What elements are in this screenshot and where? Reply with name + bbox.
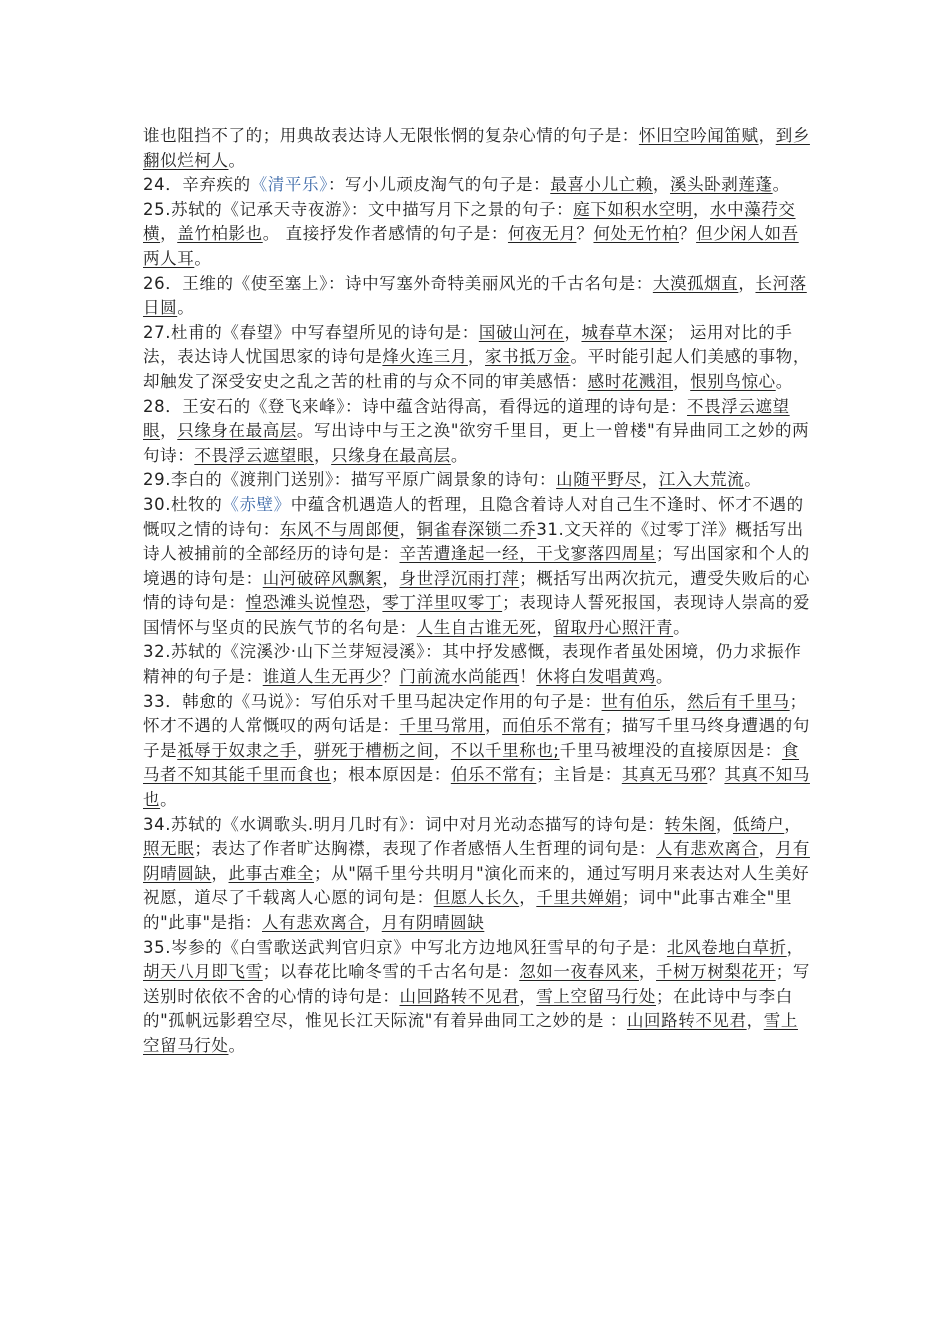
answer-blank: 惶恐滩头说惶恐	[245, 593, 366, 613]
answer-blank: 骈死于槽枥之间	[314, 740, 434, 760]
question-text: ，	[467, 347, 486, 367]
question-text: ，	[738, 273, 756, 293]
question-text: ，	[673, 371, 691, 391]
answer-blank: 溪头卧剥莲蓬	[669, 175, 773, 195]
answer-blank: 最喜小儿亡赖	[550, 175, 653, 195]
question-text: ，	[314, 445, 332, 465]
answer-blank: 人生自古谁无死	[416, 617, 537, 637]
question-text: ；在此诗中与李白的"孤帆远影碧空尽，惟见长江天际流"有着异曲同工之妙的是 ：	[143, 986, 793, 1031]
answer-blank: 伯乐不常有	[450, 765, 537, 785]
text-paragraph	[143, 936, 815, 1059]
poem-title-link[interactable]: 《赤壁》	[222, 494, 291, 514]
question-text: 千里马被埋没的直接原因是：	[559, 740, 782, 760]
answer-blank: 千树万树梨花开	[656, 962, 776, 982]
answer-blank: 忽如一夜春风来	[519, 962, 639, 982]
question-text: 。写出诗中与王之涣"欲穷千里目，更上一曾楼"有异曲同工之妙的两句诗：	[143, 421, 810, 465]
answer-blank: 月有阴晴圆缺	[143, 839, 810, 883]
answer-blank: 江入大荒流	[658, 470, 745, 490]
answer-blank: 何处无竹柏	[593, 224, 679, 244]
question-text: 26．王维的《使至塞上》：诗中写塞外奇特美丽风光的千古名句是：	[143, 273, 653, 293]
question-text: ，	[364, 913, 382, 932]
answer-blank: 不以千里称也;	[450, 740, 560, 760]
answer-blank: 人有悲欢离合	[656, 839, 759, 859]
document-page	[143, 124, 815, 1059]
poem-title-link[interactable]: 《清平乐》	[250, 175, 328, 195]
answer-blank: 但愿人长久	[433, 888, 520, 908]
question-text: ；以春花比喻冬雪的千古名句是：	[262, 962, 520, 982]
question-text: ，	[160, 224, 178, 244]
question-text: 28．王安石的《登飞来峰》：诗中蕴含站得高，看得远的道理的诗句是：	[143, 396, 688, 416]
question-text: ？	[576, 224, 594, 244]
text-paragraph	[143, 468, 815, 493]
question-text: ？	[678, 224, 697, 244]
question-text: 。	[775, 371, 793, 391]
question-text: 。平时能引起人们美感的事物，却触发了深受安史之乱之苦的杜甫的与众不同的审美感悟：	[143, 347, 810, 391]
text-paragraph	[143, 813, 815, 936]
text-paragraph	[143, 321, 815, 395]
answer-blank: 东风不与周郎便	[279, 519, 400, 539]
question-text: 24．辛弃疾的	[143, 175, 251, 195]
answer-blank: 然后有千里马	[687, 691, 790, 711]
question-text: ，	[669, 691, 688, 711]
answer-blank: 恨别鸟惊心	[690, 371, 776, 391]
question-text: 。	[177, 298, 195, 318]
text-paragraph	[143, 640, 815, 689]
answer-blank: 千里共婵娟	[536, 888, 622, 908]
answer-blank: 其真无马邪	[621, 765, 708, 785]
text-paragraph	[143, 690, 815, 813]
answer-blank: 长河落日圆	[143, 273, 807, 318]
answer-blank: 雪上空留马行处	[143, 1011, 798, 1055]
answer-blank: 水中藻荇交横	[143, 199, 796, 244]
question-text: ，	[433, 740, 451, 760]
answer-blank: 盖竹柏影也	[177, 224, 263, 244]
answer-blank: 但少闲人如吾两人耳	[143, 224, 799, 268]
question-text: ；词中"此事古难全"里的"此事"是指：	[143, 888, 793, 932]
question-text: ，	[160, 421, 178, 441]
text-paragraph	[143, 272, 815, 321]
answer-blank: 照无眠	[143, 839, 195, 859]
question-text: ；写出国家和个人的境遇的诗句是：	[143, 544, 810, 588]
question-text: 。	[673, 617, 691, 637]
question-text: ，	[786, 937, 804, 957]
answer-blank: 山随平野尽	[556, 470, 642, 490]
question-text: 29.李白的《渡荆门送别》：描写平原广阔景象的诗句：	[143, 470, 557, 490]
answer-blank: 祗辱于奴隶之手	[177, 740, 297, 760]
answer-blank: 感时花溅泪	[587, 371, 674, 391]
question-text: 。	[744, 470, 762, 490]
question-text: ，	[296, 740, 315, 760]
question-text: ，	[519, 888, 537, 908]
answer-blank: 此事古难全	[228, 863, 315, 883]
answer-blank: 家书抵万金	[485, 347, 571, 367]
question-text: 25.苏轼的《记承天寺夜游》：文中描写月下之景的句子：	[143, 199, 574, 219]
answer-blank: 到乡翻似烂柯人	[143, 126, 810, 170]
answer-blank: 门前流水尚能西	[399, 667, 520, 687]
question-text: 31.文天祥的《过零丁洋》概括写出诗人被捕前的全部经历的诗句是：	[143, 519, 804, 564]
question-text: ，	[746, 1011, 764, 1031]
answer-blank: 人有悲欢离合	[261, 913, 365, 932]
question-text: ：写小儿顽皮淘气的句子是：	[327, 175, 551, 195]
question-text: ，	[638, 962, 657, 982]
text-paragraph	[143, 173, 815, 198]
question-text: 。	[228, 1035, 246, 1055]
text-paragraph	[143, 493, 815, 641]
answer-blank: 雪上空留马行处	[536, 986, 657, 1006]
question-text: ；主旨是：	[536, 765, 622, 785]
question-text: 35.岑参的《白雪歌送武判官归京》中写北方边地风狂雪早的句子是：	[143, 937, 667, 957]
answer-blank: 山回路转不见君	[626, 1011, 747, 1031]
question-text: ；表现诗人誓死报国，表现诗人崇高的爱国情怀与坚贞的民族气节的名句是：	[143, 593, 810, 637]
question-text: 。	[450, 445, 468, 465]
question-text: ？	[382, 667, 400, 687]
answer-blank: 城春草木深	[581, 322, 667, 342]
question-text: 。	[228, 150, 246, 170]
question-text: ，	[365, 593, 383, 613]
question-text: ，	[519, 986, 537, 1006]
question-text: ；根本原因是：	[331, 765, 451, 785]
question-text: ，	[784, 814, 802, 834]
question-text: ，	[382, 568, 400, 588]
question-text: 谁也阻挡不了的；用典故表达诗人无限怅惘的复杂心情的句子是：	[143, 126, 639, 145]
question-text: 27.杜甫的《春望》中写春望所见的诗句是：	[143, 322, 479, 342]
question-text: ，	[641, 470, 659, 490]
question-text: ，	[211, 863, 229, 883]
question-text: ，	[692, 199, 711, 219]
answer-blank: 大漠孤烟直	[652, 273, 739, 293]
answer-blank: 庭下如积水空明	[573, 199, 693, 219]
question-text: 。	[772, 175, 790, 195]
answer-blank: 零丁洋里叹零丁	[382, 593, 503, 613]
answer-blank: 千里马常用	[399, 716, 485, 736]
question-text: 33．韩愈的《马说》：写伯乐对千里马起决定作用的句子是：	[143, 691, 602, 711]
answer-blank: 山河破碎风飘絮	[262, 568, 383, 588]
question-text: 中蕴含机遇造人的哲理，且隐含着诗人对自己生不逢时、怀才不遇的慨叹之情的诗句：	[143, 494, 804, 539]
question-text: ！	[519, 667, 537, 687]
answer-blank: 而伯乐不常有	[502, 716, 605, 736]
answer-blank: 烽火连三月	[382, 347, 468, 367]
answer-blank: 辛苦遭逢起一经，干戈寥落四周星	[399, 544, 656, 564]
answer-blank: 何夜无月	[507, 224, 577, 244]
question-text: 32.苏轼的《浣溪沙·山下兰芽短浸溪》：其中抒发感慨，表现作者虽处困境，仍力求振作精神的句子是：	[143, 642, 802, 687]
question-text: ； 运用对比的手法，表达诗人忧国思家的诗句是	[143, 322, 793, 367]
answer-blank: 其真不知马也	[143, 765, 810, 810]
answer-blank: 不畏浮云遮望眼	[194, 445, 315, 465]
answer-blank: 怀旧空吟闻笛赋	[638, 126, 759, 145]
question-text: 。	[160, 790, 178, 810]
question-text: ；描写千里马终身遭遇的句子是	[143, 716, 810, 760]
question-text: ；怀才不遇的人常慨叹的两句话是：	[143, 691, 807, 736]
question-text: ，	[485, 716, 503, 736]
answer-blank: 留取丹心照汗青	[553, 617, 674, 637]
answer-blank: 月有阴晴圆缺	[381, 913, 485, 932]
question-text: ；从"隔千里兮共明月"演化而来的，通过写明月来表达对人生美好祝愿，道尽了千载离人心愿的词句是：	[143, 863, 810, 908]
question-text: 30.杜牧的	[143, 494, 223, 514]
question-text: ，	[758, 126, 776, 145]
question-text: ，	[564, 322, 582, 342]
question-text: ；写送别时依依不舍的心情的诗句是：	[143, 962, 810, 1006]
answer-blank: 休将白发唱黄鸡	[536, 667, 657, 687]
answer-blank: 铜雀春深锁二乔	[416, 519, 537, 539]
answer-blank: 转朱阁	[664, 814, 716, 834]
answer-blank: 身世浮沉雨打萍	[399, 568, 520, 588]
answer-blank: 不畏浮云遮望眼	[143, 396, 790, 441]
answer-blank: 食马者不知其能千里而食也	[143, 740, 800, 785]
answer-blank: 国破山河在	[478, 322, 565, 342]
question-text: 。	[656, 667, 674, 687]
question-text: 34.苏轼的《水调歌头.明月几时有》：词中对月光动态描写的诗句是：	[143, 814, 665, 834]
question-text: ？	[707, 765, 725, 785]
text-paragraph	[143, 124, 815, 173]
answer-blank: 北风卷地白草折	[666, 937, 787, 957]
question-text: ，	[652, 175, 670, 195]
question-text: 。 直接抒发作者感情的句子是：	[262, 224, 508, 244]
answer-blank: 只缘身在最高层	[331, 445, 451, 465]
question-text: ；概括写出两次抗元，遭受失败后的心情的诗句是：	[143, 568, 810, 613]
answer-blank: 胡天八月即飞雪	[143, 962, 263, 982]
question-text: ，	[758, 839, 776, 859]
answer-blank: 山回路转不见君	[399, 986, 520, 1006]
question-text: ，	[536, 617, 554, 637]
answer-blank: 世有伯乐	[601, 691, 670, 711]
question-text: ；表达了作者旷达胸襟，表现了作者感悟人生哲理的词句是：	[194, 839, 657, 859]
answer-blank: 只缘身在最高层	[177, 421, 297, 441]
answer-blank: 低绮户	[732, 814, 785, 834]
question-text: ，	[715, 814, 733, 834]
answer-blank: 谁道人生无再少	[262, 667, 383, 687]
text-paragraph	[143, 395, 815, 469]
question-text: ，	[399, 519, 417, 539]
question-text: 。	[194, 248, 212, 268]
text-paragraph	[143, 198, 815, 272]
